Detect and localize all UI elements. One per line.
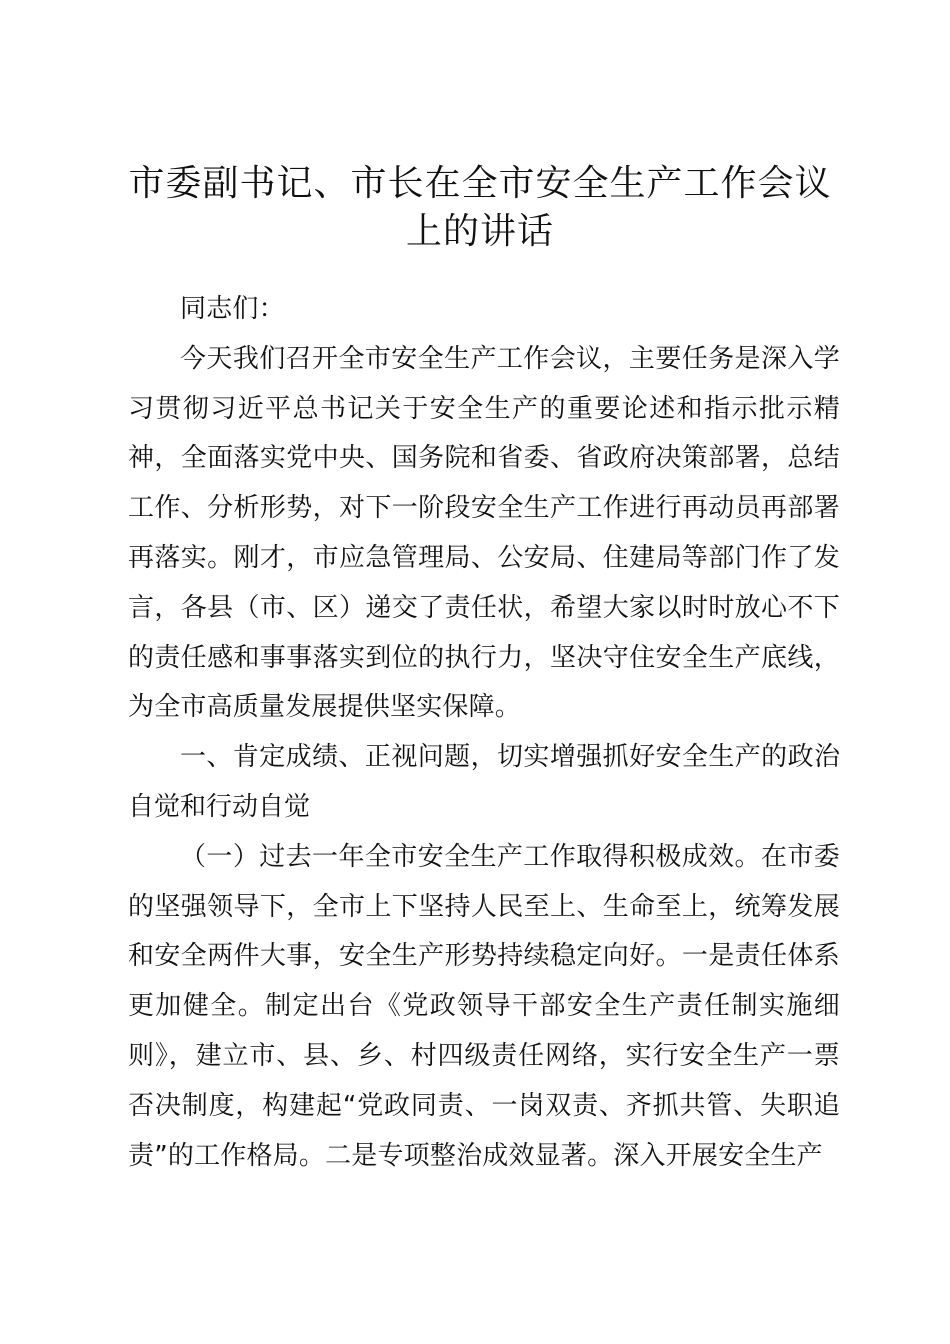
document-body (128, 285, 840, 1181)
document-title: 市委副书记、市长在全市安全生产工作会议上的讲话 (128, 163, 832, 252)
section-heading-1: 一、肯定成绩、正视问题，切实增强抓好安全生产的政治自觉和行动自觉 (128, 742, 840, 822)
salutation: 同志们： (180, 294, 285, 324)
subsection-paragraph: （一）过去一年全市安全生产工作取得积极成效。在市委的坚强领导下，全市上下坚持人民至上、生命至上，统筹发展和安全两件大事，安全生产形势持续稳定向好。一是责任体系更加健全。制定出台《党政领导干部安全生产责任制实施细则》，建立市、县、乡、村四级责任网络，实行安全生产一票否决制度，构建起“党政同责、一岗双责、齐抓共管、失职追责”的工作格局。二是专项整治成效显著。深入开展安全生产 (128, 841, 840, 1171)
intro-paragraph: 今天我们召开全市安全生产工作会议，主要任务是深入学习贯彻习近平总书记关于安全生产的重要论述和指示批示精神，全面落实党中央、国务院和省委、省政府决策部署，总结工作、分析形势，对下一阶段安全生产工作进行再动员再部署再落实。刚才，市应急管理局、公安局、住建局等部门作了发言，各县（市、区）递交了责任状，希望大家以时时放心不下的责任感和事事落实到位的执行力，坚决守住安全生产底线，为全市高质量发展提供坚实保障。 (128, 343, 840, 723)
